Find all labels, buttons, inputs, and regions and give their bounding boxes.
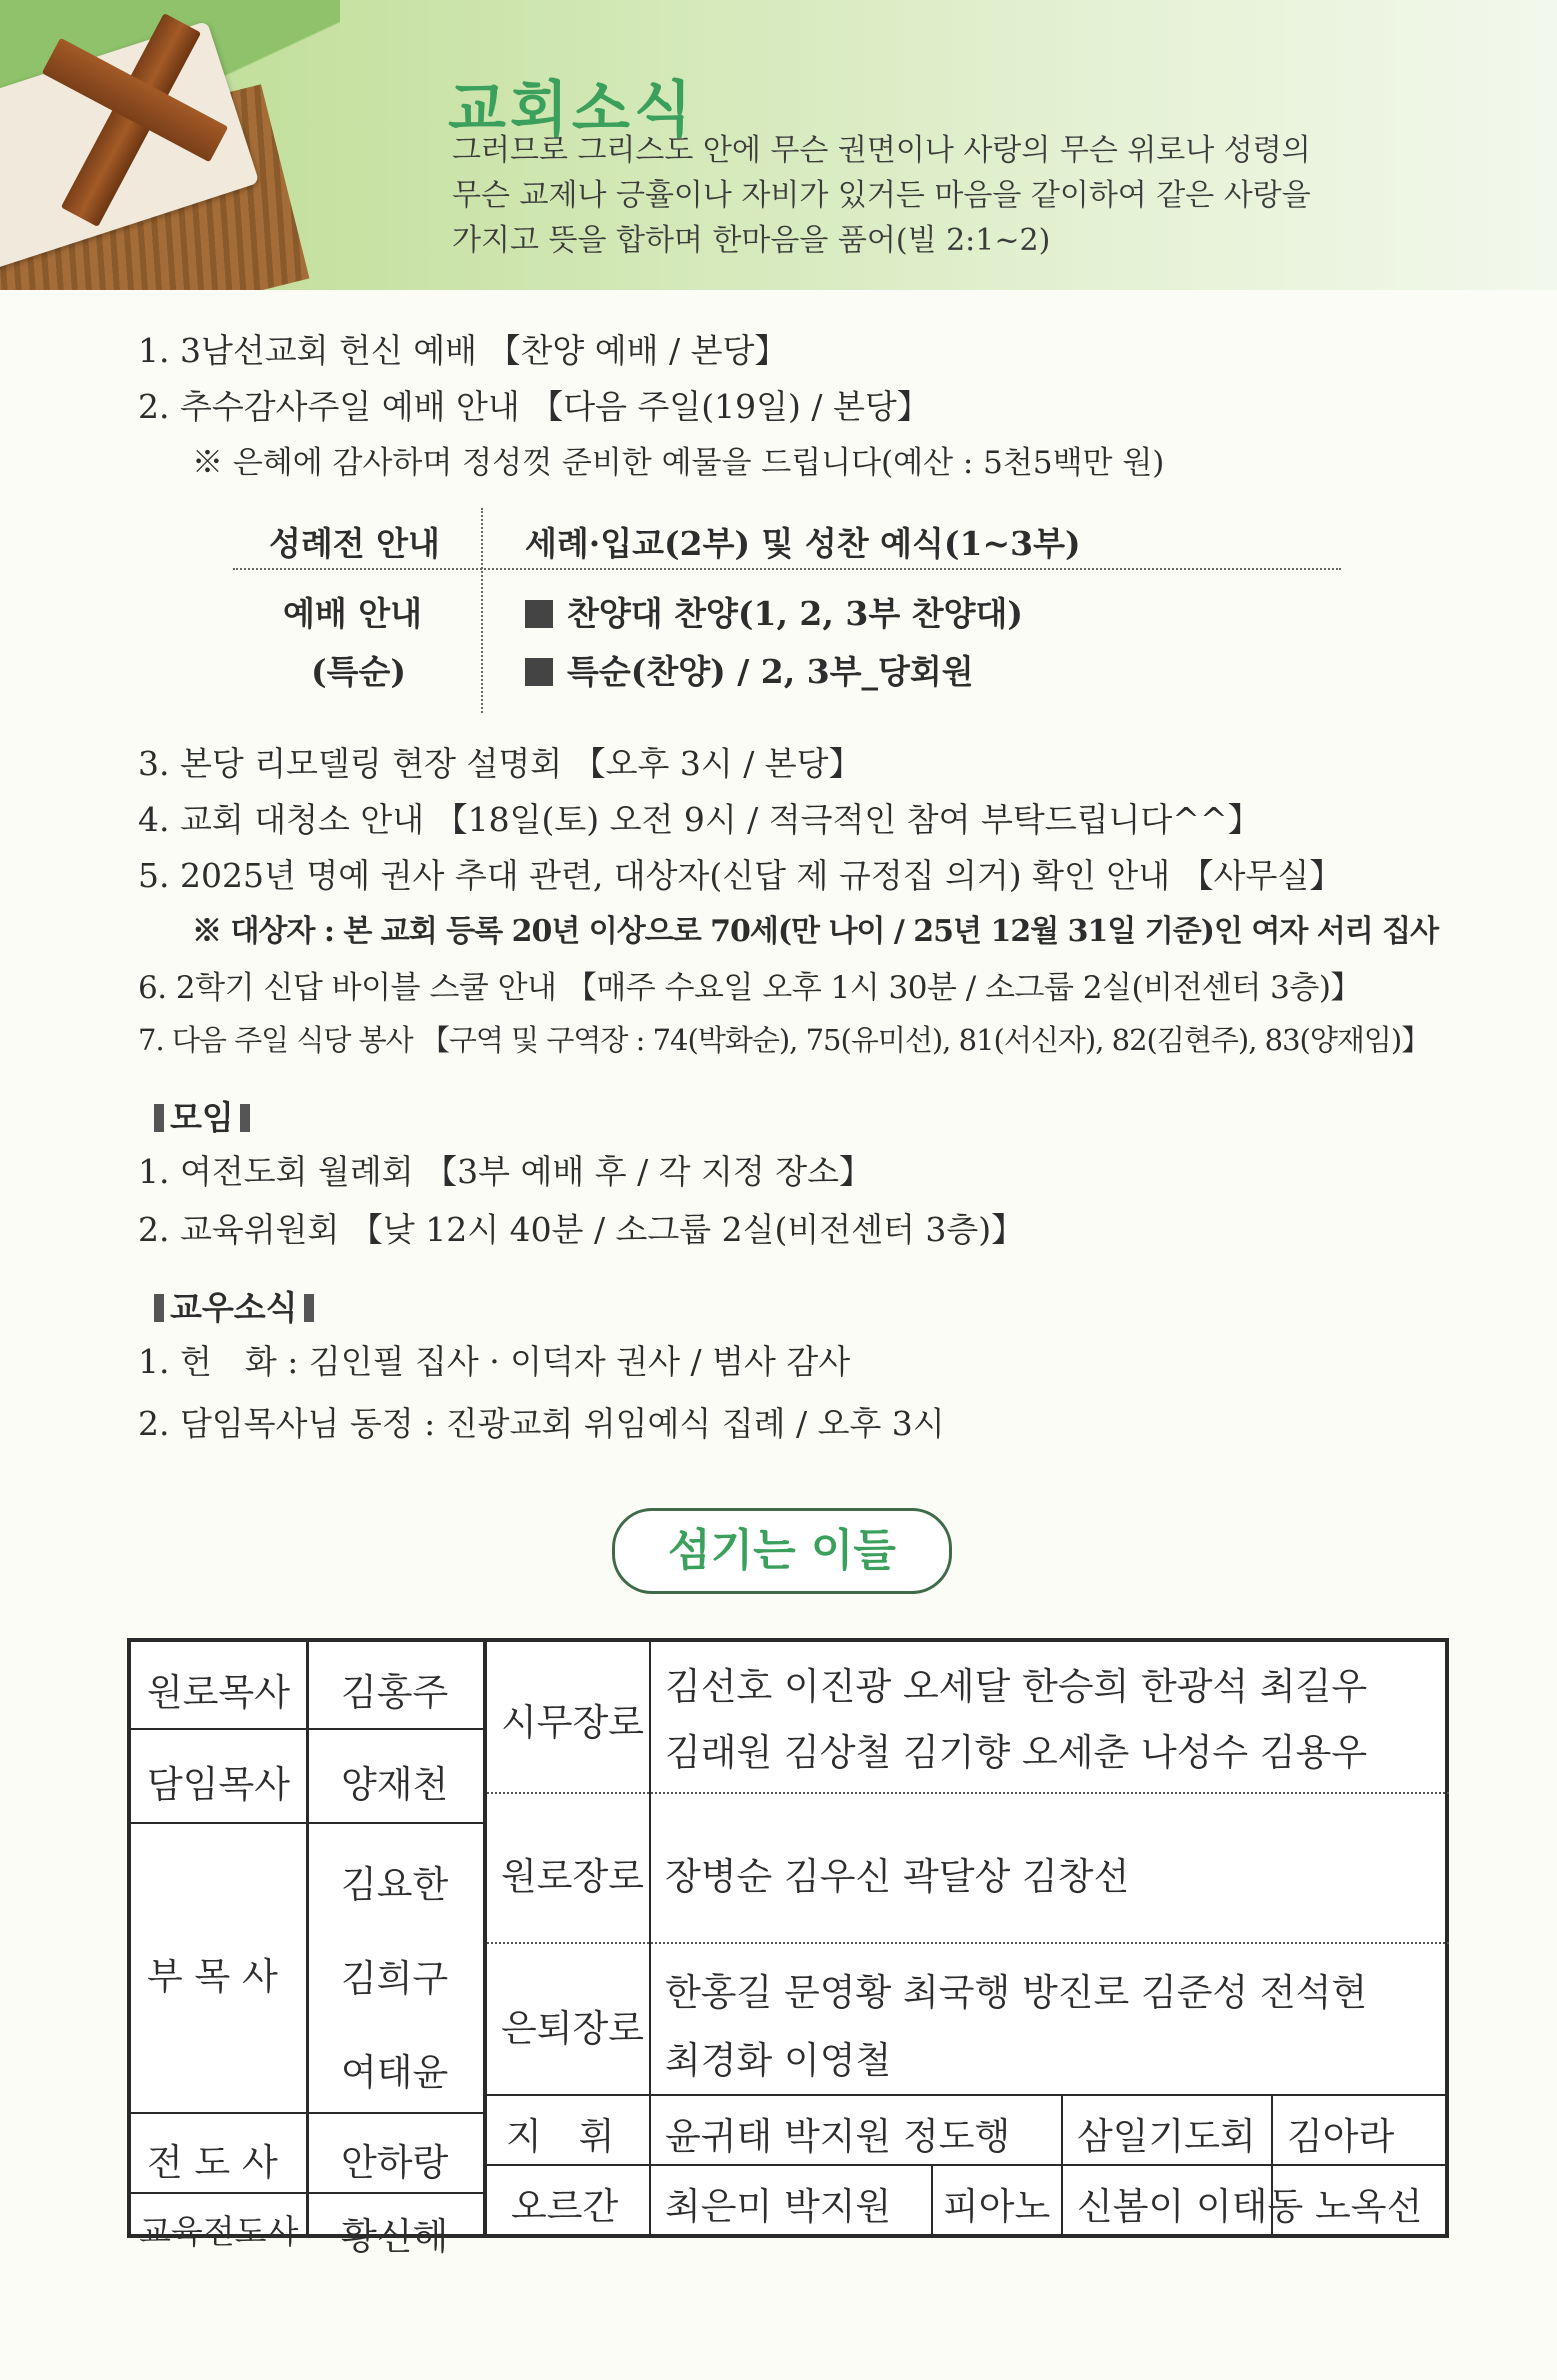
role-label: 전 도 사 — [147, 2141, 278, 2184]
verse-line: 가지고 뜻을 합하며 한마음을 품어(빌 2:1~2) — [452, 223, 1051, 258]
organ-label: 오르간 — [511, 2185, 619, 2228]
bible-verse — [452, 128, 1412, 263]
news-item-2: 2. 추수감사주일 예배 안내 【다음 주일(19일) / 본당】 — [138, 387, 930, 426]
prayer-name: 김아라 — [1287, 2115, 1395, 2158]
worship-label-sub: (특순) — [311, 652, 406, 691]
role-label: 교육전도사 — [139, 2212, 299, 2251]
news-item-1: 1. 3남선교회 헌신 예배 【찬양 예배 / 본당】 — [138, 331, 788, 370]
role-label: 담임목사 — [147, 1763, 290, 1806]
role-name: 김희구 — [341, 1957, 449, 2000]
organ-names: 최은미 박지원 — [665, 2185, 892, 2228]
role-label: 원로목사 — [147, 1671, 290, 1714]
sacrament-worship-box — [233, 508, 1341, 713]
conductor-names: 윤귀태 박지원 정도행 — [665, 2115, 1011, 2158]
header-banner — [0, 0, 1557, 290]
members-news-heading: 교우소식 — [148, 1282, 320, 1329]
worship-special: 특순(찬양) / 2, 3부_당회원 — [525, 646, 974, 693]
news-item-5-note: ※ 대상자 : 본 교회 등록 20년 이상으로 70세(만 나이 / 25년 12월 31일 기준)인 여자 서리 집사 — [192, 914, 1439, 949]
retired-line: 한홍길 문영황 최국행 방진로 김준성 전석현 — [665, 1971, 1368, 2014]
news-item-4: 4. 교회 대청소 안내 【18일(토) 오전 9시 / 적극적인 참여 부탁드립니다^^】 — [138, 800, 1261, 839]
retired-label: 은퇴장로 — [501, 2007, 644, 2050]
cross-bible-image — [0, 0, 340, 290]
news-item-3: 3. 본당 리모델링 현장 설명회 【오후 3시 / 본당】 — [138, 744, 862, 783]
verse-line: 그러므로 그리스도 안에 무슨 권면이나 사랑의 무슨 위로나 성령의 — [452, 133, 1311, 168]
conductor-label: 지 휘 — [506, 2115, 615, 2158]
sacrament-value: 세례·입교(2부) 및 성찬 예식(1~3부) — [525, 524, 1081, 563]
meetings-heading: 모임 — [148, 1092, 256, 1139]
retired-line: 최경화 이영철 — [665, 2039, 892, 2082]
prayer-label: 삼일기도회 — [1077, 2115, 1256, 2158]
worship-label: 예배 안내 — [283, 594, 423, 633]
news-item-5: 5. 2025년 명예 권사 추대 관련, 대상자(신답 제 규정집 의거) 확인 안내 【사무실】 — [138, 856, 1343, 895]
meeting-item-2: 2. 교육위원회 【낮 12시 40분 / 소그룹 2실(비전센터 3층)】 — [138, 1210, 1025, 1249]
members-news-item-1: 1. 헌 화 : 김인필 집사 · 이덕자 권사 / 범사 감사 — [138, 1342, 851, 1381]
news-item-6: 6. 2학기 신답 바이블 스쿨 안내 【매주 수요일 오후 1시 30분 / 소그룹 2실(비전센터 3층)】 — [138, 970, 1361, 1006]
role-name: 김홍주 — [341, 1671, 449, 1714]
news-item-2-note: ※ 은혜에 감사하며 정성껏 준비한 예물을 드립니다(예산 : 5천5백만 원) — [192, 445, 1165, 481]
members-news-item-2: 2. 담임목사님 동정 : 진광교회 위임예식 집례 / 오후 3시 — [138, 1404, 945, 1443]
role-name: 여태윤 — [341, 2051, 449, 2094]
role-name: 황신해 — [341, 2215, 449, 2258]
piano-names: 신봄이 이태동 노옥선 — [1077, 2185, 1423, 2228]
emeritus-label: 원로장로 — [501, 1855, 644, 1898]
page-title: 교회소식 — [448, 75, 696, 145]
piano-label: 피아노 — [943, 2185, 1051, 2228]
square-bullet-icon — [525, 600, 553, 628]
role-name: 김요한 — [341, 1863, 449, 1906]
elders-line: 김래원 김상철 김기향 오세춘 나성수 김용우 — [665, 1731, 1368, 1774]
square-bullet-icon — [525, 658, 553, 686]
elders-label: 시무장로 — [501, 1701, 644, 1744]
news-item-7: 7. 다음 주일 식당 봉사 【구역 및 구역장 : 74(박화순), 75(유미선), 81(서신자), 82(김현주), 83(양재임)】 — [138, 1023, 1430, 1057]
servants-table — [127, 1638, 1449, 2258]
emeritus-names: 장병순 김우신 곽달상 김창선 — [665, 1855, 1130, 1898]
role-name: 안하랑 — [341, 2141, 449, 2184]
role-label: 부 목 사 — [147, 1955, 278, 1998]
worship-choir: 찬양대 찬양(1, 2, 3부 찬양대) — [525, 588, 1023, 635]
elders-line: 김선호 이진광 오세달 한승희 한광석 최길우 — [665, 1665, 1368, 1708]
meeting-item-1: 1. 여전도회 월례회 【3부 예배 후 / 각 지정 장소】 — [138, 1152, 873, 1191]
sacrament-label: 성례전 안내 — [269, 524, 440, 563]
servants-title: 섬기는 이들 — [612, 1508, 952, 1594]
verse-line: 무슨 교제나 긍휼이나 자비가 있거든 마음을 같이하여 같은 사랑을 — [452, 178, 1311, 213]
role-name: 양재천 — [341, 1763, 449, 1806]
